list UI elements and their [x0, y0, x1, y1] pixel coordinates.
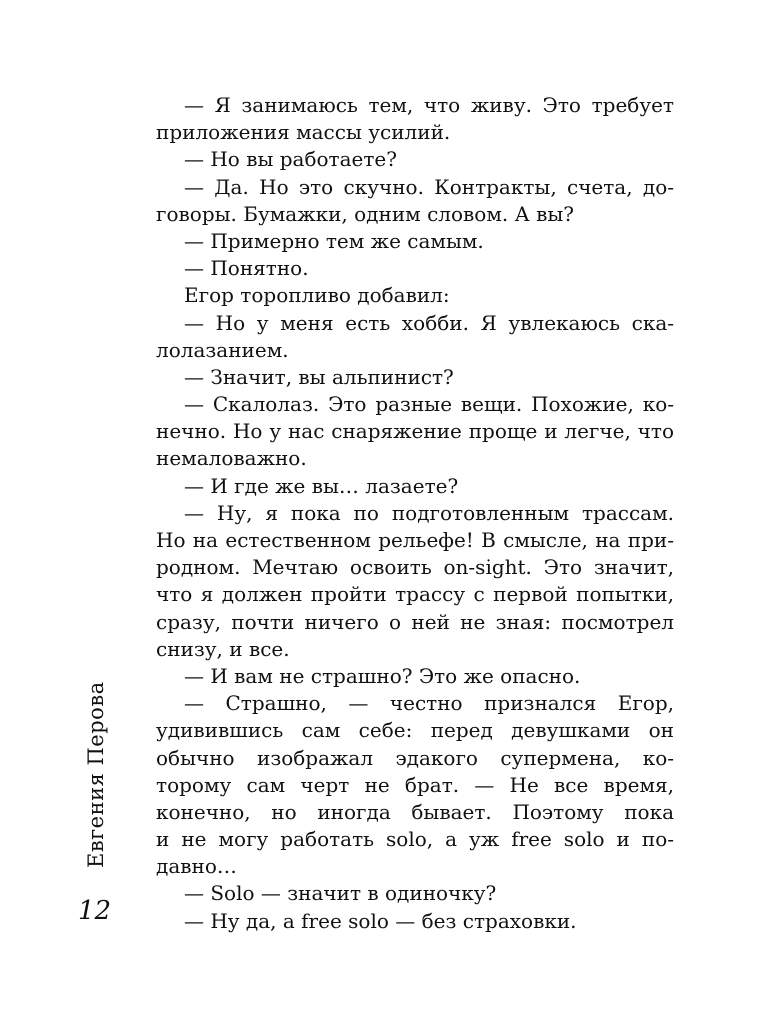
text-line: давно… — [156, 854, 237, 879]
body-text — [156, 92, 674, 935]
text-line: — Да. Но это скучно. Контракты, счета, до- — [184, 174, 674, 199]
text-line: приложения массы усилий. — [156, 120, 451, 145]
text-line: говоры. Бумажки, одним словом. А вы? — [156, 201, 574, 226]
text-line: Егор торопливо добавил: — [184, 283, 450, 308]
text-line: торому сам черт не брат. — Не все время, — [156, 772, 674, 797]
text-line: — Скалолаз. Это разные вещи. Похожие, ко- — [184, 392, 674, 417]
text-line: — Примерно тем же самым. — [184, 228, 484, 253]
text-line: Но на естественном рельефе! В смысле, на при- — [156, 528, 674, 552]
text-line: что я должен пройти трассу с первой попытки, — [156, 582, 674, 607]
text-line: лолазанием. — [156, 337, 289, 362]
text-line: нечно. Но у нас снаряжение проще и легче, что — [156, 419, 674, 444]
text-line: снизу, и все. — [156, 636, 290, 661]
page-number: 12 — [78, 896, 112, 926]
text-line: конечно, но иногда бывает. Поэтому пока — [156, 799, 674, 824]
text-line: и не могу работать solo, а уж free solo и по- — [156, 827, 674, 852]
text-line: — И вам не страшно? Это же опасно. — [184, 663, 581, 688]
text-line: сразу, почти ничего о ней не зная: посмотрел — [156, 609, 674, 634]
text-line: — Ну, я пока по подготовленным трассам. — [184, 500, 674, 525]
text-line: — Но вы работаете? — [184, 147, 397, 172]
text-line: обычно изображал эдакого супермена, ко- — [156, 745, 674, 770]
text-line: — Solo — значит в одиночку? — [184, 881, 497, 906]
running-head-author: Евгения Перова — [84, 681, 108, 868]
text-line: родном. Мечтаю освоить on-sight. Это значит, — [156, 555, 674, 580]
text-line: удивившись сам себе: перед девушками он — [156, 718, 674, 743]
text-line: — Понятно. — [184, 256, 309, 281]
text-line: — Значит, вы альпинист? — [184, 364, 454, 389]
text-line: немаловажно. — [156, 446, 307, 471]
text-line: — Страшно, — честно признался Егор, — [184, 691, 674, 716]
text-line: — Но у меня есть хобби. Я увлекаюсь ска- — [184, 310, 674, 335]
text-line: — Я занимаюсь тем, что живу. Это требует — [184, 93, 674, 117]
text-line: — Ну да, а free solo — без страховки. — [184, 908, 577, 933]
text-line: — И где же вы… лазаете? — [184, 473, 459, 498]
